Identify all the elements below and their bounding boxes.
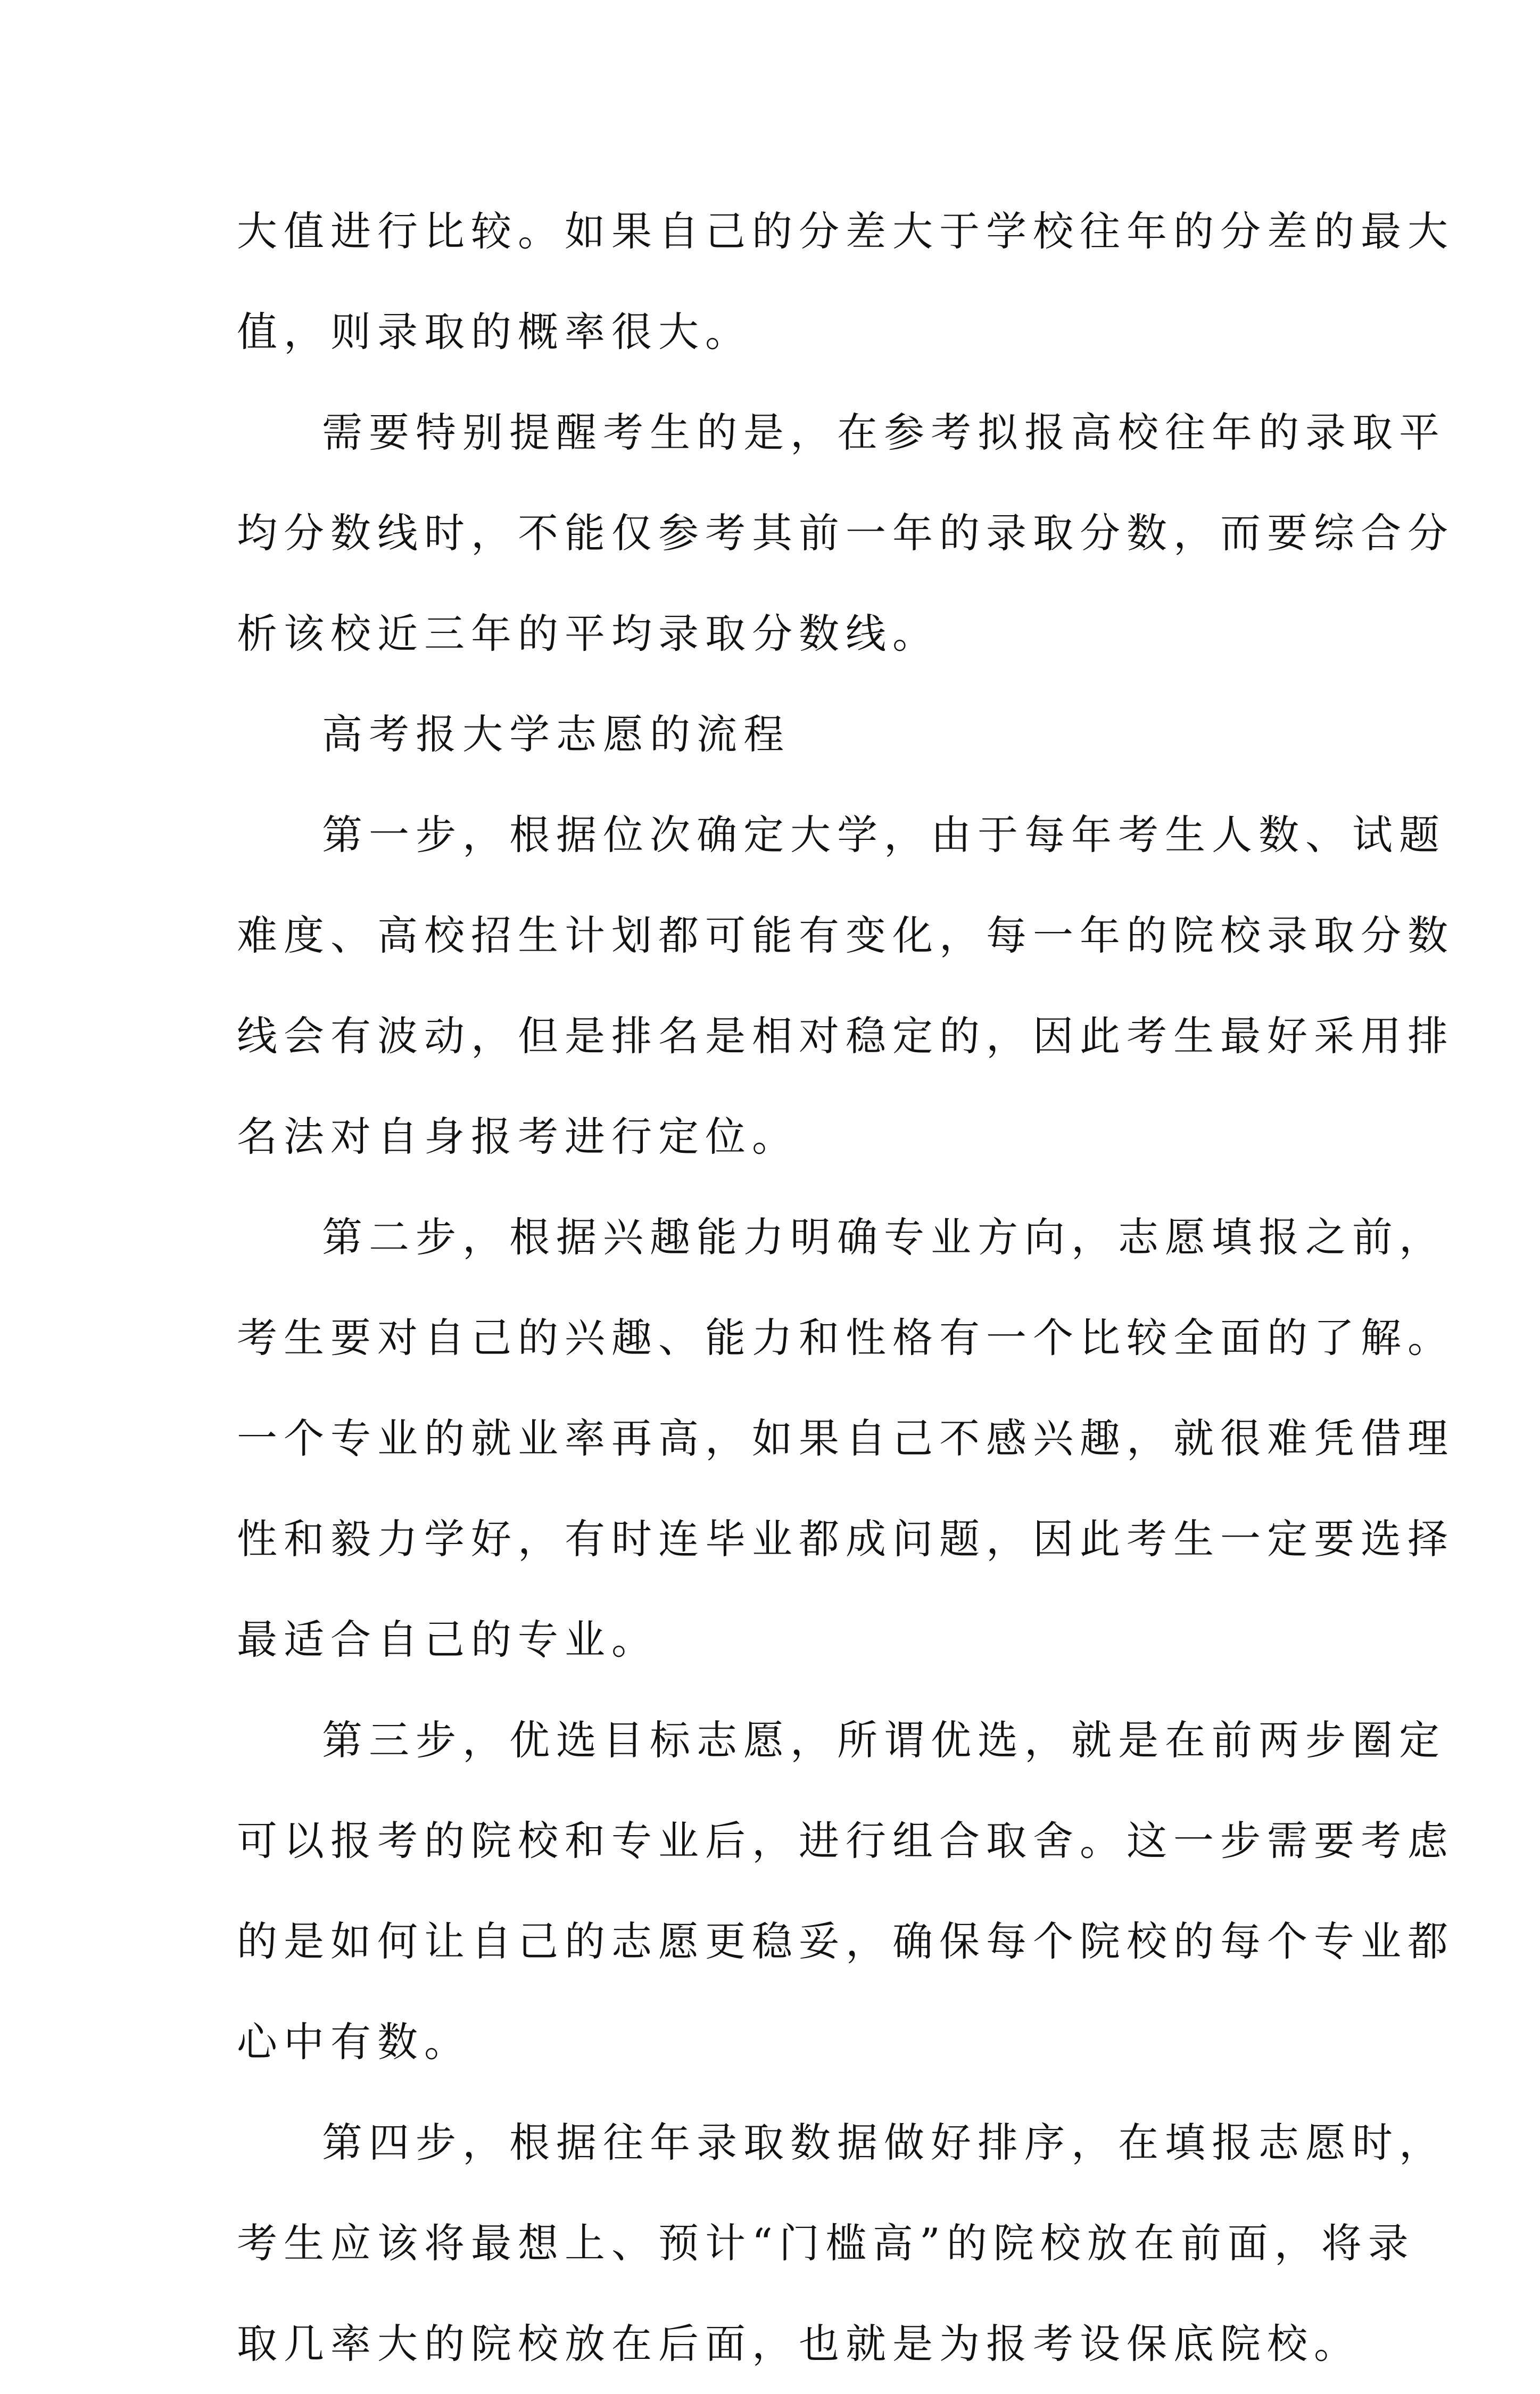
text-line: 取几率大的院校放在后面，也就是为报考设保底院校。	[237, 2320, 1361, 2367]
text-line: 的是如何让自己的志愿更稳妥，确保每个院校的每个专业都	[237, 1918, 1454, 1965]
text-line: 最适合自己的专业。	[237, 1616, 658, 1663]
text-line: 第二步，根据兴趣能力明确专业方向，志愿填报之前，	[322, 1213, 1446, 1261]
text-line: 一个专业的就业率再高，如果自己不感兴趣，就很难凭借理	[237, 1415, 1454, 1462]
text-line: 名法对自身报考进行定位。	[237, 1113, 799, 1160]
text-line: 心中有数。	[237, 2018, 471, 2066]
text-line: 考生要对自己的兴趣、能力和性格有一个比较全面的了解。	[237, 1314, 1454, 1361]
text-line: 需要特别提醒考生的是，在参考拟报高校往年的录取平	[322, 409, 1446, 456]
text-line: 可以报考的院校和专业后，进行组合取舍。这一步需要考虑	[237, 1817, 1454, 1864]
text-line: 值，则录取的概率很大。	[237, 308, 752, 356]
text-line: 性和毅力学好，有时连毕业都成问题，因此考生一定要选择	[237, 1515, 1454, 1563]
text-line: 均分数线时，不能仅参考其前一年的录取分数，而要综合分	[237, 509, 1454, 557]
body-text	[237, 181, 1454, 2394]
section-heading: 高考报大学志愿的流程	[322, 711, 790, 758]
text-line: 难度、高校招生计划都可能有变化，每一年的院校录取分数	[237, 912, 1454, 959]
text-line: 第一步，根据位次确定大学，由于每年考生人数、试题	[322, 811, 1446, 858]
text-line: 第三步，优选目标志愿，所谓优选，就是在前两步圈定	[322, 1716, 1446, 1764]
text-line: 线会有波动，但是排名是相对稳定的，因此考生最好采用排	[237, 1012, 1454, 1060]
text-line: 考生应该将最想上、预计“门槛高”的院校放在前面，将录	[237, 2219, 1415, 2267]
text-line: 大值进行比较。如果自己的分差大于学校往年的分差的最大	[237, 208, 1454, 255]
text-line: 析该校近三年的平均录取分数线。	[237, 610, 939, 657]
text-line: 第四步，根据往年录取数据做好排序，在填报志愿时，	[322, 2119, 1446, 2166]
